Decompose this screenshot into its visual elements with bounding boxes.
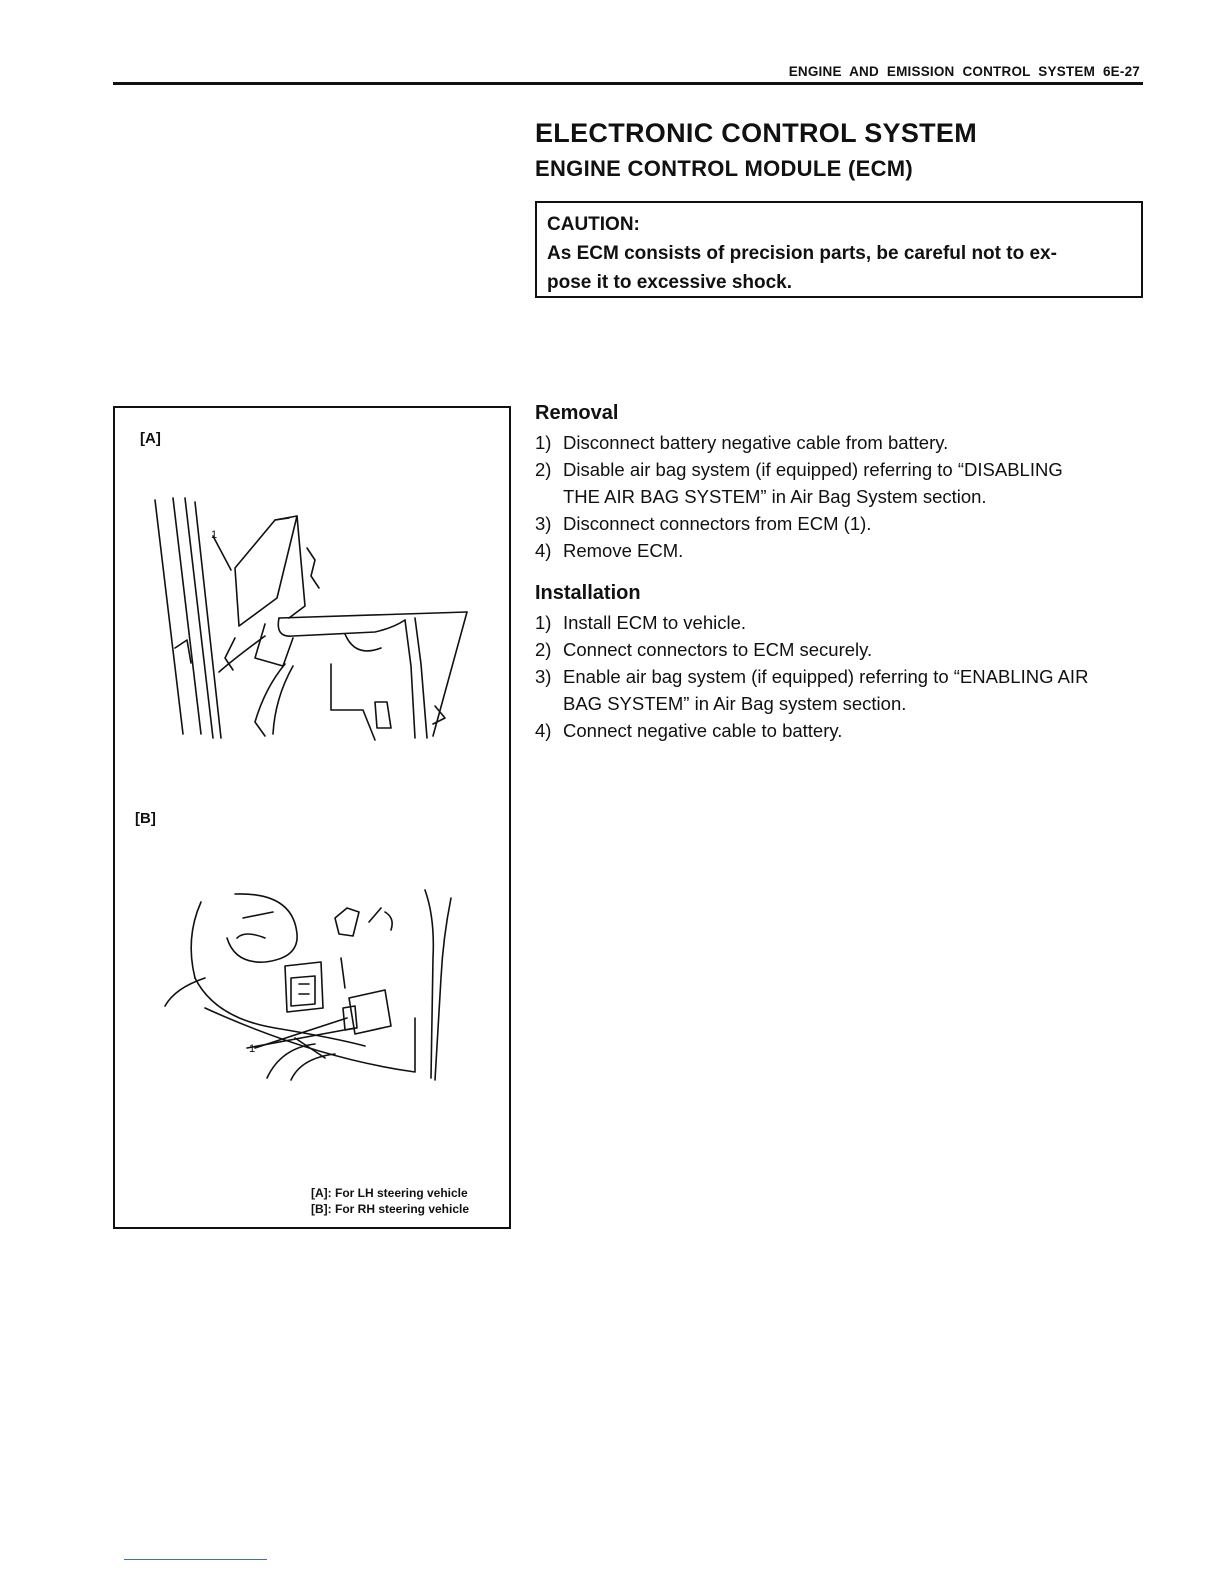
callout-leader-a	[213, 536, 231, 570]
installation-step	[535, 663, 1145, 717]
caution-heading: CAUTION:	[547, 214, 640, 235]
figure-label-b: [B]	[135, 810, 156, 827]
step-text-line-2: THE AIR BAG SYSTEM” in Air Bag System section.	[563, 486, 987, 507]
footer-rule	[124, 1559, 267, 1560]
installation-heading: Installation	[535, 582, 641, 604]
installation-step	[535, 717, 1145, 744]
callout-leader-b	[255, 1018, 347, 1048]
installation-steps	[535, 609, 1145, 744]
caution-line-2: pose it to excessive shock.	[547, 272, 793, 293]
installation-step	[535, 609, 1145, 636]
header-page-number: 6E-27	[1102, 64, 1140, 79]
running-header	[789, 64, 1140, 79]
step-number: 2)	[535, 459, 552, 480]
step-number: 3)	[535, 666, 552, 687]
step-number: 1)	[535, 432, 552, 453]
removal-steps	[535, 429, 1145, 564]
page-title: ELECTRONIC CONTROL SYSTEM	[535, 118, 978, 148]
header-rule	[113, 82, 1143, 85]
caption-a: [A]: For LH steering vehicle	[311, 1186, 468, 1200]
callout-number-a: 1	[211, 529, 218, 541]
caution-box	[535, 201, 1143, 298]
step-text-line-1: Disable air bag system (if equipped) referring to “DISABLING	[563, 459, 1063, 480]
step-text-line-1: Enable air bag system (if equipped) referring to “ENABLING AIR	[563, 666, 1089, 687]
step-number: 1)	[535, 612, 552, 633]
step-text-line-2: BAG SYSTEM” in Air Bag system section.	[563, 693, 907, 714]
installation-step	[535, 636, 1145, 663]
step-text: Disconnect battery negative cable from battery.	[563, 432, 949, 453]
step-text: Connect negative cable to battery.	[563, 720, 843, 741]
step-text: Connect connectors to ECM securely.	[563, 639, 873, 660]
step-text: Disconnect connectors from ECM (1).	[563, 513, 872, 534]
caution-line-1: As ECM consists of precision parts, be careful not to ex-	[547, 243, 1057, 264]
step-text: Install ECM to vehicle.	[563, 612, 747, 633]
caption-b: [B]: For RH steering vehicle	[311, 1202, 470, 1216]
step-number: 4)	[535, 720, 552, 741]
callout-number-b: 1	[249, 1043, 256, 1055]
step-number: 4)	[535, 540, 552, 561]
removal-step	[535, 429, 1145, 456]
step-number: 3)	[535, 513, 552, 534]
figure-caption	[311, 1185, 469, 1217]
removal-section	[535, 402, 1145, 564]
removal-step	[535, 537, 1145, 564]
figure-label-a: [A]	[140, 430, 161, 447]
removal-heading: Removal	[535, 402, 619, 424]
step-text: Remove ECM.	[563, 540, 684, 561]
removal-step	[535, 456, 1145, 510]
page-subtitle: ENGINE CONTROL MODULE (ECM)	[535, 156, 914, 181]
illustration-rh-steering	[115, 878, 509, 1108]
removal-step	[535, 510, 1145, 537]
ecm-location-figure	[113, 406, 511, 1229]
step-number: 2)	[535, 639, 552, 660]
illustration-lh-steering	[115, 488, 509, 788]
installation-section	[535, 582, 1145, 744]
header-section-title: ENGINE AND EMISSION CONTROL SYSTEM	[788, 64, 1096, 79]
